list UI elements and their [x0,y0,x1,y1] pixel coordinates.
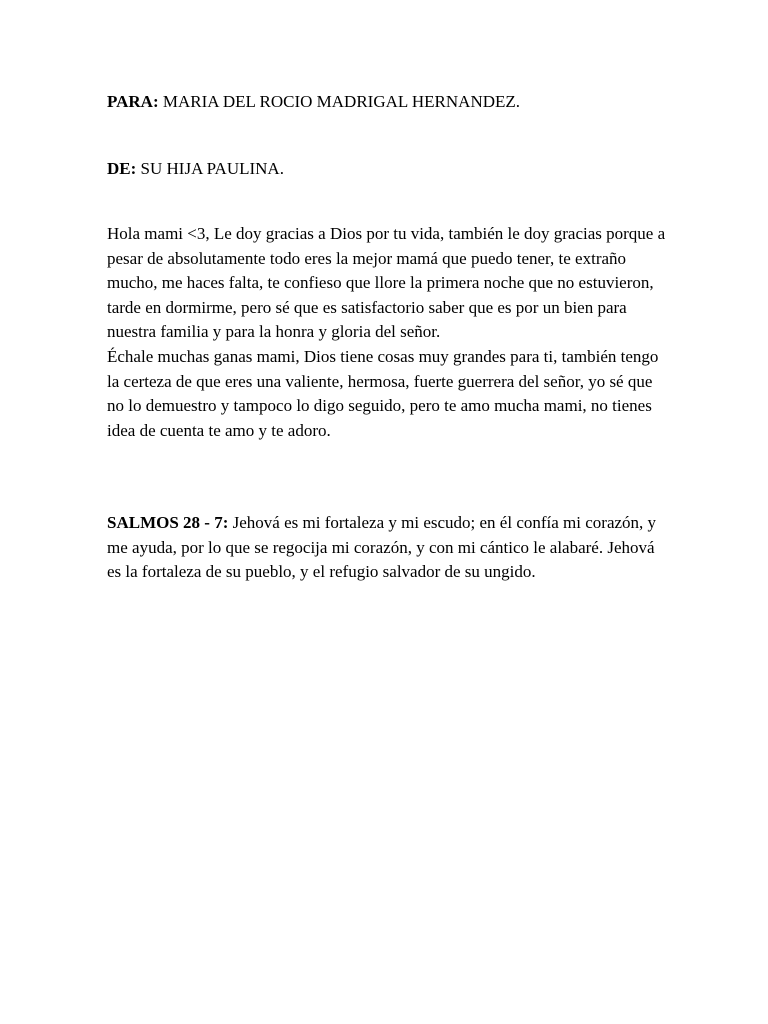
psalm-reference: SALMOS 28 - 7: [107,513,229,532]
psalm-text: Jehová es mi fortaleza y mi escudo; en él confía mi corazón, y me ayuda, por lo que se regocija mi corazón, y con mi cántico le alabaré. Jehová es la fortaleza de su pueblo, y el refugio salvador de su ungido. [107,513,657,581]
psalm-quote [107,511,672,585]
recipient-label: PARA: [107,92,159,111]
sender-label: DE: [107,159,137,178]
sender-line [107,157,672,182]
recipient-name: MARIA DEL ROCIO MADRIGAL HERNANDEZ. [158,92,521,111]
letter-paragraph-1: Hola mami <3, Le doy gracias a Dios por tu vida, también le doy gracias porque a pesar de absolutamente todo eres la mejor mamá que puedo tener, te extraño mucho, me haces falta, te confieso que llore la primera noche que no estuvieron, tarde en dormirme, pero sé que es satisfactorio saber que es por un bien para nuestra familia y para la honra y gloria del señor. [107,224,666,341]
letter-paragraph-2: Échale muchas ganas mami, Dios tiene cosas muy grandes para ti, también tengo la certeza de que eres una valiente, hermosa, fuerte guerrera del señor, yo sé que no lo demuestro y tampoco lo digo seguido, pero te amo mucha mami, no tienes idea de cuenta te amo y te adoro. [107,347,659,440]
sender-name: SU HIJA PAULINA. [136,159,284,178]
recipient-line [107,90,672,115]
